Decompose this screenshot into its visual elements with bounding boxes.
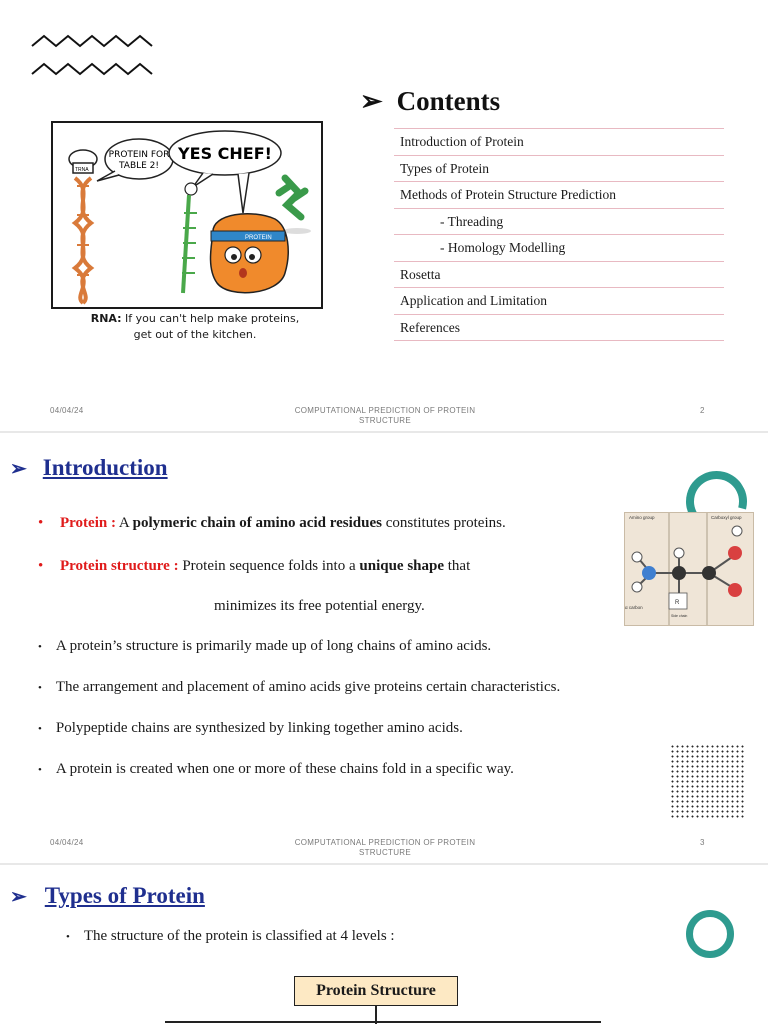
toc-item: Introduction of Protein [394, 128, 724, 155]
dna-chef-icon [69, 150, 97, 303]
definition-text: Protein sequence folds into a [178, 558, 360, 574]
table-of-contents [394, 128, 724, 341]
yes-chef-text: YES CHEF! [178, 144, 272, 163]
toc-item: Rosetta [394, 261, 724, 288]
bullet-icon: • [38, 723, 42, 735]
carboxyl-group-label: Carboxyl group [711, 515, 742, 520]
cartoon-illustration [53, 123, 321, 307]
arrow-bullet-icon: ➢ [10, 886, 27, 908]
side-chain-label: Side chain [671, 614, 688, 618]
bullet-item [38, 679, 560, 696]
footer-date: 04/04/24 [50, 838, 84, 847]
protein-character-icon [211, 214, 289, 293]
rna-strand-icon [182, 183, 197, 293]
footer-title-line1: COMPUTATIONAL PREDICTION OF PROTEIN [294, 406, 476, 415]
term-protein: Protein : [60, 515, 116, 531]
tree-connector [165, 1021, 601, 1023]
amino-acid-structure [625, 513, 753, 625]
amino-group-label: Amino group [629, 515, 655, 520]
bullet-icon: • [38, 764, 42, 776]
footer-page-number: 2 [700, 406, 705, 415]
bubble-text-2: TABLE 2! [118, 161, 160, 171]
slide-contents [0, 0, 768, 432]
teal-ring-decoration [686, 910, 734, 958]
rna-cartoon-image [51, 121, 323, 309]
footer-title-line1: COMPUTATIONAL PREDICTION OF PROTEIN [294, 838, 476, 847]
footer-title [270, 838, 500, 858]
red-bullet-icon: • [38, 515, 44, 531]
types-bullet-text: The structure of the protein is classified at 4 levels : [83, 928, 395, 944]
bullet-text: Polypeptide chains are synthesized by linking together amino acids. [55, 720, 463, 736]
dna-tag: TRNA [75, 167, 89, 173]
slide-separator [0, 863, 768, 865]
definition-bold: unique shape [359, 558, 445, 574]
dot-grid-decoration [670, 744, 744, 818]
cartoon-caption [60, 311, 330, 343]
caption-line-1: If you can't help make proteins, [125, 312, 300, 325]
protein-tag: PROTEIN [245, 235, 272, 241]
speech-bubble-large [169, 131, 281, 213]
introduction-title-text: Introduction [42, 455, 168, 480]
introduction-heading [10, 455, 168, 481]
bullet-icon: • [66, 931, 70, 943]
protein-structure-box: Protein Structure [294, 976, 458, 1006]
bullet-item [38, 761, 514, 778]
caption-line-2: get out of the kitchen. [133, 328, 257, 341]
types-heading [10, 883, 205, 909]
bullet-icon: • [38, 682, 42, 694]
bullet-text: The arrangement and placement of amino acids give proteins certain characteristics. [55, 679, 561, 695]
bullet-icon: • [38, 641, 42, 653]
footer-date: 04/04/24 [50, 406, 84, 415]
arrow-bullet-icon: ➢ [360, 86, 383, 116]
speech-bubble-small [97, 139, 173, 181]
toc-item: References [394, 314, 724, 342]
contents-heading [360, 86, 500, 117]
definition-continuation: minimizes its free potential energy. [214, 598, 425, 614]
footer-title-line2: STRUCTURE [358, 848, 412, 857]
types-bullet [66, 928, 395, 945]
amino-acid-diagram [624, 512, 754, 626]
toc-item: Methods of Protein Structure Prediction [394, 181, 724, 208]
footer-title-line2: STRUCTURE [358, 416, 412, 425]
alpha-carbon-label: α carbon [625, 605, 643, 610]
toc-item: Types of Protein [394, 155, 724, 182]
bullet-text: A protein’s structure is primarily made up of long chains of amino acids. [55, 638, 492, 654]
toc-subitem: - Threading [394, 208, 724, 235]
arrow-bullet-icon: ➢ [10, 458, 27, 480]
footer-page-number: 3 [700, 838, 705, 847]
toc-subitem: - Homology Modelling [394, 234, 724, 261]
term-protein-structure: Protein structure : [60, 558, 179, 574]
molecule-icon [279, 178, 311, 234]
toc-item: Application and Limitation [394, 287, 724, 314]
bullet-item [38, 638, 491, 655]
definition-bold: polymeric chain of amino acid residues [132, 515, 382, 531]
footer-title [270, 406, 500, 426]
red-bullet-icon: • [38, 558, 44, 574]
definition-text: that [444, 558, 471, 574]
caption-speaker: RNA: [90, 312, 122, 325]
definition-text: A [115, 515, 133, 531]
bullet-text: A protein is created when one or more of these chains fold in a specific way. [55, 761, 514, 777]
bubble-text-1: PROTEIN FOR [108, 150, 170, 160]
r-group-label: R [675, 600, 680, 606]
zigzag-decoration [30, 32, 154, 78]
types-title-text: Types of Protein [44, 883, 205, 908]
definition-text: constitutes proteins. [381, 515, 506, 531]
contents-title-text: Contents [396, 86, 501, 116]
bullet-item [38, 720, 463, 737]
